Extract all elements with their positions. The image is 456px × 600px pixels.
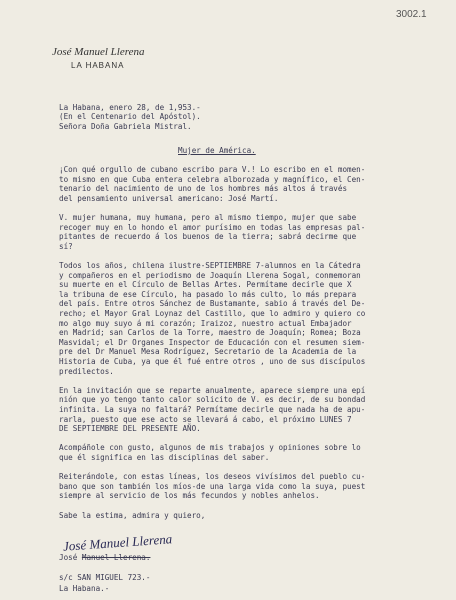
body-line: del país. Entre otros Sánchez de Bustamante, sabio á través del De- bbox=[59, 299, 366, 309]
body-line: En la invitación que se reparte anualmente, aparece siempre una epí bbox=[59, 385, 366, 395]
body-line: infinita. La suya no faltará? Permítame decirle que nada ha de apu- bbox=[59, 405, 366, 414]
body-line: recoger muy en lo hondo el amor purísimo en todas las empresas pal- bbox=[59, 222, 366, 232]
body-line: Historia de Cuba, ya que él fué entre otros , uno de sus discípulos bbox=[59, 357, 366, 366]
body-line: bano que son también los míos-de una larga vida como la suya, puest bbox=[59, 481, 366, 491]
body-line: Reiterándole, con estas líneas, los deseos vivísimos del pueblo cu- bbox=[59, 472, 366, 482]
handwritten-signature: José Manuel Llerena bbox=[62, 531, 173, 554]
letterhead-name: José Manuel Llerena bbox=[52, 46, 145, 58]
body-line: tenario del nacimiento de uno de los hombres más altos á través bbox=[59, 184, 348, 194]
body-line: recho; el Mayor Gral Loynaz del Castillo, que lo admiro y quiero co bbox=[59, 309, 366, 318]
body-line: pitantes de recuerdo á los buenos de la tierra; sabrá decirme que bbox=[59, 232, 357, 242]
dedication-line: (En el Centenario del Apóstol). bbox=[59, 112, 201, 121]
body-line: Todos los años, chilena ilustre-SEPTIEMBRE 7-alumnos en la Cátedra bbox=[59, 261, 361, 270]
body-line: y compañeros en el periodismo de Joaquín Llerena Sogal, conmemoran bbox=[59, 270, 361, 280]
body-line: mo algo muy suyo á mi corazón; Iraizoz, nuestro actual Embajador bbox=[59, 318, 352, 328]
body-line: ¡Con qué orgullo de cubano escribo para V.! Lo escribo en el momen- bbox=[59, 165, 366, 174]
date-line: La Habana, enero 28, de 1,953.- bbox=[59, 103, 201, 112]
body-line: siempre al servicio de los más fecundos y nobles anhelos. bbox=[59, 491, 320, 501]
body-line: V. mujer humana, muy humana, pero al mismo tiempo, mujer que sabe bbox=[59, 213, 357, 222]
body-line: que él significa en las disciplinas del saber. bbox=[59, 453, 270, 462]
body-line: Sabe la estima, admira y quiero, bbox=[59, 510, 206, 520]
archive-number: 3002.1 bbox=[396, 9, 427, 20]
body-line: rarla, puesto que ese acto se llevará á cabo, el próximo LUNES 7 bbox=[59, 414, 352, 424]
letterhead-city: LA HABANA bbox=[71, 61, 125, 70]
body-line: sí? bbox=[59, 241, 73, 251]
body-line: nión que yo tengo tanto calor solicito de V. es decir, de su bondad bbox=[59, 395, 366, 405]
body-line: Masvidal; el Dr Organes Inspector de Educación con el resumen siem- bbox=[59, 337, 366, 347]
body-line: su muerte en el Círculo de Bellas Artes. Permítame decirle que X bbox=[59, 280, 352, 290]
body-line: Acompáñole con gusto, algunos de mis trabajos y opiniones sobre lo bbox=[59, 443, 361, 453]
recipient-line: Señora Doña Gabriela Mistral. bbox=[59, 122, 192, 131]
body-line: DE SEPTIEMBRE DEL PRESENTE AÑO. bbox=[59, 424, 201, 434]
body-line: en Madrid; san Carlos de la Torre, maestro de Joaquín; Romea; Boza bbox=[59, 328, 361, 338]
address-line-1: s/c SAN MIGUEL 723.- bbox=[59, 573, 151, 582]
body-line: predilectos. bbox=[59, 366, 114, 376]
body-line: del pensamiento universal americano: José Martí. bbox=[59, 193, 279, 203]
typed-name-struck: Manuel Llerena. bbox=[81, 553, 151, 562]
salutation: Mujer de América. bbox=[178, 146, 256, 155]
body-line: la tribuna de ese Círculo, ha pasado lo más culto, lo más prepara bbox=[59, 289, 357, 299]
address-line-2: La Habana.- bbox=[59, 584, 110, 593]
body-line: pre del Dr Manuel Mesa Rodríguez, Secretario de la Academia de la bbox=[59, 347, 357, 357]
typed-name-prefix: José bbox=[59, 553, 78, 562]
body-line: to mismo en que Cuba entera celebra alborozada y magnífico, el Cen- bbox=[59, 174, 366, 184]
typed-name bbox=[59, 553, 150, 562]
